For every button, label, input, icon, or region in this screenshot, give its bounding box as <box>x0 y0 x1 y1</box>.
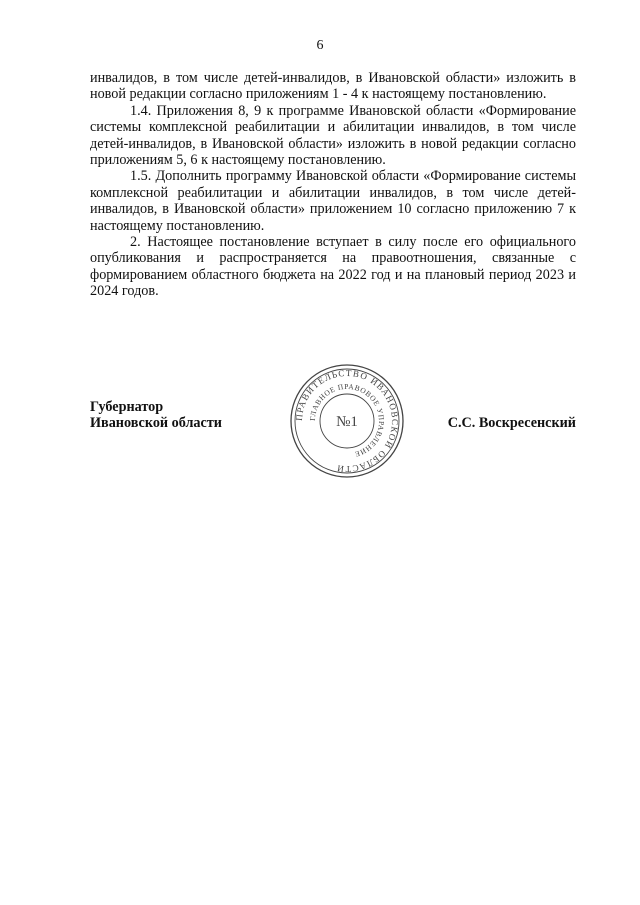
page-number: 6 <box>316 38 324 53</box>
signatory-name: С.С. Воскресенский <box>447 415 576 432</box>
official-seal-stamp <box>288 362 406 480</box>
paragraph-continuation: инвалидов, в том числе детей-инвалидов, в Ивановской области» изложить в новой редакции согласно приложениям 1 - 4 к настоящему постановлению. <box>90 70 576 103</box>
paragraph-item-1-4: 1.4. Приложения 8, 9 к программе Ивановской области «Формирование системы комплексной реабилитации и абилитации инвалидов, в том числе детей-инвалидов, в Ивановской области» изложить в новой редакции согласно приложениям 5, 6 к настоящему постановлению. <box>90 102 576 169</box>
document-body <box>90 70 576 300</box>
seal-center-text: №1 <box>336 414 358 430</box>
signatory-title-line1: Губернатор <box>90 399 164 415</box>
paragraph-item-2: 2. Настоящее постановление вступает в силу после его официального опубликования и распространяется на правоотношения, связанные с формированием областного бюджета на 2022 год и на плановый период 2023 и 2024 годов. <box>90 234 576 300</box>
seal-inner-text: ГЛАВНОЕ ПРАВОВОЕ УПРАВЛЕНИЕ <box>307 381 387 460</box>
seal-outer-text: ПРАВИТЕЛЬСТВО ИВАНОВСКОЙ ОБЛАСТИ <box>293 367 401 475</box>
signatory-title <box>90 399 222 432</box>
paragraph-item-1-5: 1.5. Дополнить программу Ивановской области «Формирование системы комплексной реабилитации и абилитации инвалидов, в том числе детей-инвалидов, в Ивановской области» приложением 10 согласно приложению 7 к настоящему постановлению. <box>90 168 576 234</box>
signatory-title-line2: Ивановской области <box>90 415 222 432</box>
